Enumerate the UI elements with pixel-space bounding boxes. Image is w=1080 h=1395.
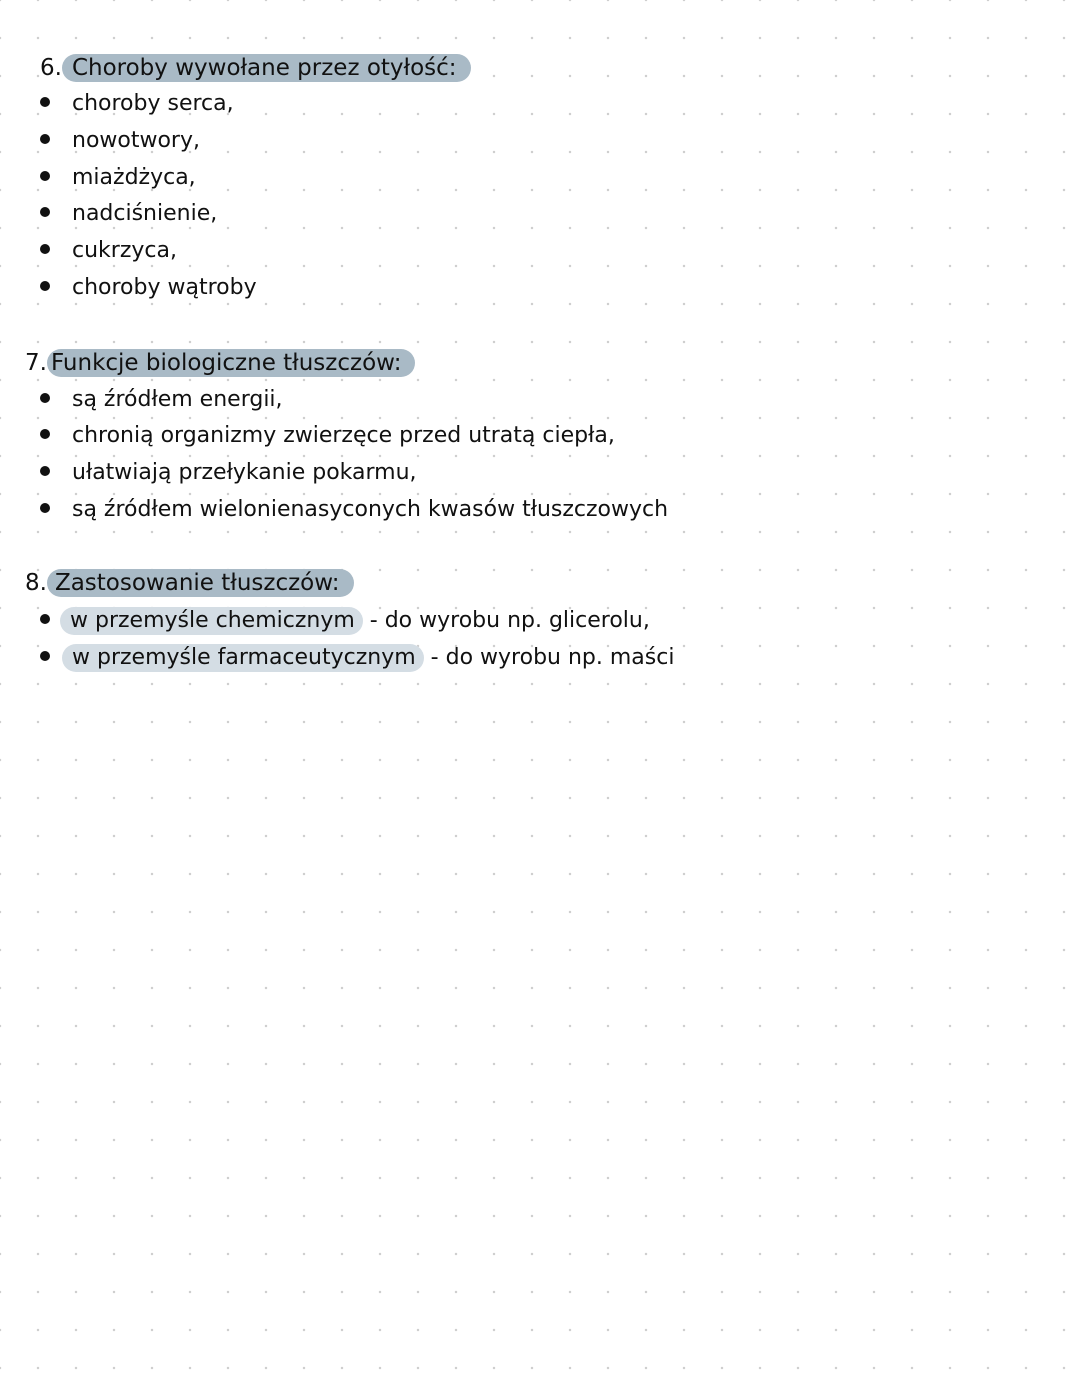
bullet-icon [40,651,50,661]
bullet-icon [40,614,50,624]
list-item: w przemyśle chemicznym - do wyrobu np. glicerolu, [40,606,650,636]
list-item: są źródłem wielonienasyconych kwasów tłuszczowych [40,495,668,525]
list-item: nadciśnienie, [40,199,217,229]
bullet-icon [40,503,50,513]
section-title: Zastosowanie tłuszczów: [47,569,354,597]
section-number: 7. [25,350,47,376]
section-6-heading [40,53,471,83]
list-item: nowotwory, [40,126,200,156]
list-item: ułatwiają przełykanie pokarmu, [40,458,417,488]
list-item: chronią organizmy zwierzęce przed utratą ciepła, [40,421,615,451]
list-item: choroby serca, [40,89,234,119]
item-highlight: w przemyśle chemicznym [60,607,363,635]
bullet-icon [40,97,50,107]
item-highlight: w przemyśle farmaceutycznym [62,644,424,672]
bullet-icon [40,281,50,291]
list-item: choroby wątroby [40,273,257,303]
list-item: cukrzyca, [40,236,177,266]
section-title: Funkcje biologiczne tłuszczów: [47,349,416,377]
bullet-icon [40,393,50,403]
bullet-icon [40,171,50,181]
bullet-icon [40,466,50,476]
section-number: 8. [25,570,47,596]
section-number: 6. [40,55,62,81]
bullet-icon [40,244,50,254]
bullet-icon [40,134,50,144]
section-8-heading [25,568,354,598]
bullet-icon [40,429,50,439]
list-item: miażdżyca, [40,163,196,193]
list-item: w przemyśle farmaceutycznym - do wyrobu np. maści [40,643,674,673]
bullet-icon [40,207,50,217]
list-item: są źródłem energii, [40,385,283,415]
section-7-heading [25,348,415,378]
section-title: Choroby wywołane przez otyłość: [62,54,471,82]
